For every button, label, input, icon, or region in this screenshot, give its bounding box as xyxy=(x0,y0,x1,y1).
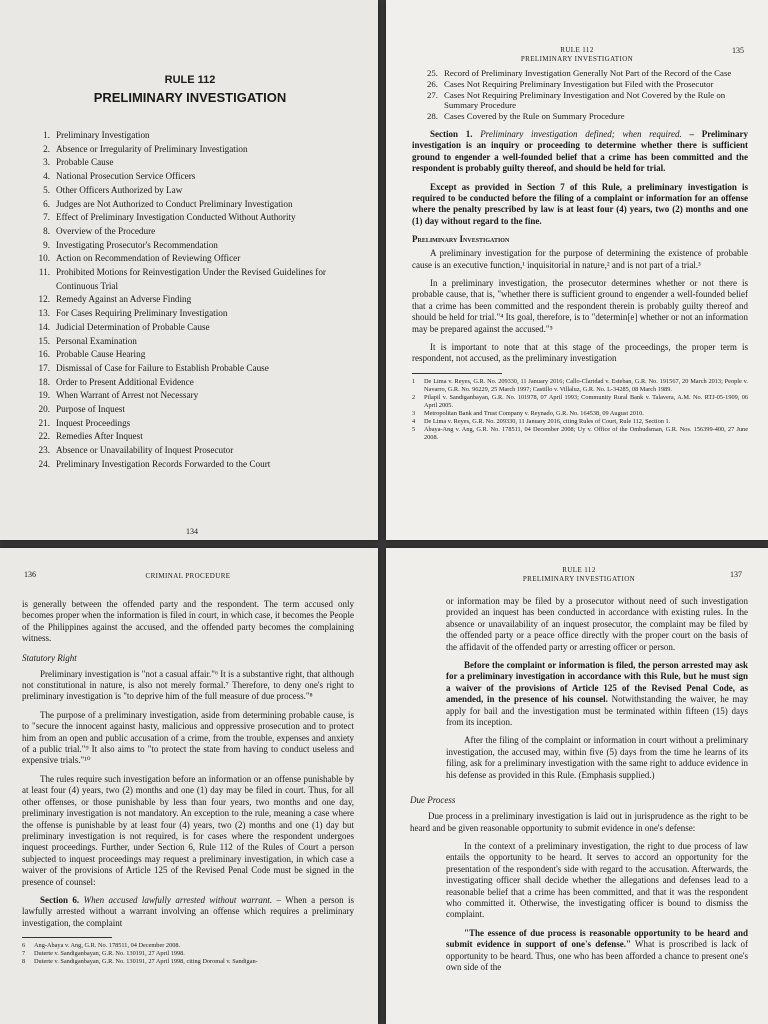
toc-item-number: 7. xyxy=(43,212,50,223)
toc-item-title: Record of Preliminary Investigation Generally Not Part of the Record of the Case xyxy=(444,68,732,78)
toc-item xyxy=(24,156,356,170)
toc-item-title: Judges are Not Authorized to Conduct Preliminary Investigation xyxy=(56,198,293,209)
toc-item-number: 11. xyxy=(38,267,50,278)
toc-item xyxy=(24,225,356,239)
plain-text: What is proscribed is lack of opportunity to be heard. Thus, one who has been afforded a chance to present one's own side of the xyxy=(446,939,748,972)
section-heading: Due Process xyxy=(410,795,456,806)
toc-item-number: 27. xyxy=(427,89,438,100)
footnote-text: Abaya-Ang v. Ang, G.R. No. 178511, 04 December 2008; Uy v. Office of the Ombudsman, G.R. Nos. 156399-400, 27 June 2008. xyxy=(424,425,748,441)
toc-item-number: 23. xyxy=(38,445,50,456)
toc-item-number: 3. xyxy=(43,157,50,168)
footnote-text: Metropolitan Bank and Trust Company v. Reynado, G.R. No. 164538, 09 August 2010. xyxy=(424,409,644,417)
plain-text: Notwithstanding the waiver, he may apply for bail and the investigation must be terminated within fifteen (15) days from its inception. xyxy=(446,694,749,728)
footnote-marker: 8 xyxy=(22,958,26,966)
toc-item xyxy=(24,376,356,390)
section-heading: Statutory Right xyxy=(22,652,77,663)
footnote-marker: 6 xyxy=(22,942,26,950)
toc-item xyxy=(412,68,748,79)
page-136 xyxy=(0,548,378,1024)
paragraph: is generally between the offended party and the respondent. The term accused only becomes proper when the information is filed in court, in which case, it becomes the People of the Philippines against the accused, and the offended party becomes the complaining witness. xyxy=(22,599,354,644)
toc-item-title: When Warrant of Arrest not Necessary xyxy=(56,390,199,401)
footnote xyxy=(412,378,748,394)
toc-item-title: Personal Examination xyxy=(56,335,137,346)
toc-item-title: Prohibited Motions for Reinvestigation Under the Revised Guidelines for Continuous Trial xyxy=(56,267,326,291)
page-number: 135 xyxy=(732,46,744,55)
footnote-text: De Lima v. Reyes, G.R. No. 209330, 11 January 2016; Callo-Claridad v. Esteban, G.R. No. 191567, 20 March 2013; People v. Navarro, G.R. No. 96229, 25 March 1997; Castillo v. Villaluz, G.R. No. L-34285, 08 March 1989. xyxy=(424,377,748,393)
toc-item xyxy=(412,111,748,122)
toc-item-title: Probable Cause Hearing xyxy=(56,349,146,360)
paragraph: In a preliminary investigation, the prosecutor determines whether or not there is probable cause, that is, "whether there is sufficient ground to engender a well-founded belief that a crime has been committed and the respondent therein is probably guilty thereof and should be held for trial."⁴ Its goal, therefore, is to "determin[e] whether or not an information may be prepared against the accused."⁵ xyxy=(412,278,748,334)
page-number: 134 xyxy=(186,527,198,536)
paragraph: The purpose of a preliminary investigation, aside from determining probable cause, is to "secure the innocent against hasty, malicious and oppressive prosecution and to protect him from an open and public accusation of a crime, from the trouble, expenses and anxiety of a public trial."⁹ It also aims to "to protect the state from having to conduct useless and expensive trials."¹⁰ xyxy=(22,709,354,766)
toc-item xyxy=(24,211,356,225)
toc-item-title: Cases Not Requiring Preliminary Investigation but Filed with the Prosecutor xyxy=(444,78,714,89)
footnote xyxy=(412,426,748,442)
section-text: – Preliminary investigation is an inquiry or proceeding to determine whether there is sufficient ground to engender a well-founded belief that a crime has been committed and the respondent is probably guilty thereof, and should be held for trial. xyxy=(412,128,749,174)
toc-item-number: 25. xyxy=(427,68,438,78)
quoted-paragraph xyxy=(446,660,748,728)
running-head-title: PRELIMINARY INVESTIGATION xyxy=(520,55,634,63)
toc-item xyxy=(24,307,356,321)
toc-item xyxy=(24,129,356,143)
toc-item xyxy=(412,79,748,90)
section-text: – When a person is lawfully arrested without a warrant involving an offense which requires a preliminary investigation, the complaint xyxy=(22,894,355,928)
paragraph: Due process in a preliminary investigation is laid out in jurisprudence as the right to be heard and be given reasonable opportunity to submit evidence in one's defense: xyxy=(410,811,748,833)
running-head-rule: RULE 112 xyxy=(562,566,596,574)
toc-item-title: Preliminary Investigation xyxy=(56,130,150,140)
toc-item-number: 20. xyxy=(38,404,50,415)
toc-item xyxy=(24,458,356,472)
toc-item-number: 10. xyxy=(38,253,50,264)
section-1-paragraph-2: Except as provided in Section 7 of this Rule, a preliminary investigation is required to be conducted before the filing of a complaint or information for an offense where the penalty prescribed by law is at least four (4) years, two (2) months and one (1) day without regard to the fine. xyxy=(412,181,748,226)
toc-item-title: Action on Recommendation of Reviewing Officer xyxy=(56,253,241,264)
rule-title: PRELIMINARY INVESTIGATION xyxy=(93,90,287,105)
toc-item-number: 12. xyxy=(38,294,50,305)
quoted-paragraph xyxy=(446,928,748,974)
toc-item-title: Order to Present Additional Evidence xyxy=(56,376,194,387)
footnote xyxy=(22,950,354,958)
footnote xyxy=(22,942,354,950)
section-caption: When accused lawfully arrested without warrant. xyxy=(83,894,273,905)
footnote-marker: 2 xyxy=(412,393,416,401)
toc-item xyxy=(24,430,356,444)
toc-item-number: 6. xyxy=(43,198,50,209)
paragraph: A preliminary investigation for the purpose of determining the existence of probable cause is an executive function,¹ inquisitorial in nature,² and is not part of a trial.³ xyxy=(412,248,748,270)
toc-item-title: Probable Cause xyxy=(56,157,114,168)
footnotes xyxy=(412,378,748,442)
toc-item xyxy=(24,417,356,431)
page-134 xyxy=(0,0,378,540)
section-1 xyxy=(412,129,748,175)
toc-item-number: 21. xyxy=(38,417,50,428)
section-6 xyxy=(22,895,354,929)
toc-item-number: 8. xyxy=(43,225,50,236)
toc-item-title: National Prosecution Service Officers xyxy=(56,171,196,182)
toc-item-number: 17. xyxy=(38,362,50,373)
toc-item-title: Absence or Unavailability of Inquest Prosecutor xyxy=(56,445,234,456)
running-head-title: PRELIMINARY INVESTIGATION xyxy=(522,575,636,583)
toc-item-number: 16. xyxy=(38,349,50,360)
paragraph: The rules require such investigation before an information or an offense punishable by at least four (4) years, two (2) months and one (1) day may be filed in court. Thus, for all other offenses, or those punishable by less than four years, two months and one day, preliminary investigation is not mandatory. An exception to the rule, meaning a case where the offense is punishable by at least four (4) years, two (2) months and one (1) day but preliminary investigation is not required, is for cases where the respondent undergoes inquest proceedings. Further, under Section 6, Rule 112 of the Rules of Court a person subjected to inquest proceedings may request a preliminary investigation, in which case a waiver of the provisions of Article 125 of the Revised Penal Code must be signed in the presence of counsel: xyxy=(22,773,354,887)
toc-item-number: 28. xyxy=(427,111,438,122)
bold-text: "The essence of due process is reasonable opportunity to be heard and submit evidence in support of one's defense." xyxy=(446,927,748,950)
footnote-text: Duterte v. Sandiganbayan, G.R. No. 130191, 27 April 1998, citing Doromal v. Sandigan- xyxy=(34,958,258,966)
toc-item xyxy=(24,239,356,253)
section-label: Section 6. xyxy=(40,894,80,905)
page-number: 136 xyxy=(24,570,36,579)
toc-item-title: Cases Not Requiring Preliminary Investigation and Not Covered by the Rule on Summary Procedure xyxy=(444,89,726,111)
toc-item-title: Absence or Irregularity of Preliminary Investigation xyxy=(56,143,248,154)
rule-number: RULE 112 xyxy=(164,74,216,86)
toc-item-number: 13. xyxy=(38,308,50,319)
toc-item-number: 14. xyxy=(38,321,50,332)
toc-item xyxy=(24,403,356,417)
toc-item-title: For Cases Requiring Preliminary Investigation xyxy=(56,308,228,319)
footnote xyxy=(412,410,748,418)
toc-item-number: 22. xyxy=(38,431,50,442)
footnote-rule xyxy=(22,937,112,938)
toc-item-title: Judicial Determination of Probable Cause xyxy=(56,321,210,332)
footnote xyxy=(412,394,748,410)
toc-item-number: 5. xyxy=(43,184,50,195)
toc-item-number: 24. xyxy=(38,458,50,469)
page-137 xyxy=(386,548,768,1024)
table-of-contents xyxy=(24,129,356,472)
footnote-marker: 1 xyxy=(412,377,416,385)
table-of-contents-continued xyxy=(412,68,748,122)
footnote-marker: 5 xyxy=(412,425,416,433)
running-head: CRIMINAL PROCEDURE xyxy=(145,572,231,580)
footnote-text: Duterte v. Sandiganbayan, G.R. No. 130191, 27 April 1998. xyxy=(34,950,185,958)
toc-item xyxy=(24,198,356,212)
page-number: 137 xyxy=(730,570,742,579)
quoted-paragraph: After the filing of the complaint or information in court without a preliminary investigation, the accused may, within five (5) days from the time he learns of its filing, ask for a preliminary investigation with the same right to adduce evidence in his defense as provided in this Rule. (Emphasis supplied.) xyxy=(446,735,748,780)
footnote-text: De Lima v. Reyes, G.R. No. 209330, 11 January 2016, citing Rules of Court, Rule 112, Section 1. xyxy=(424,417,671,425)
toc-item xyxy=(24,252,356,266)
paragraph: Preliminary investigation is "not a casual affair."⁶ It is a substantive right, that although not constitutional in nature, is also not merely formal.⁷ Therefore, to deny one's right to preliminary investigation is "to deprive him of the full measure of due process."⁸ xyxy=(22,668,355,702)
toc-item xyxy=(412,90,748,112)
toc-item-number: 19. xyxy=(38,390,50,401)
footnote xyxy=(22,958,354,966)
toc-item xyxy=(24,143,356,157)
quoted-paragraph: In the context of a preliminary investigation, the right to due process of law entails the opportunity to be heard. It serves to accord an opportunity for the presentation of the respondent's side with regard to the accusation. Afterwards, the investigating officer shall decide whether the allegations and defenses lead to a reasonable belief that a crime has been committed, and that it was the respondent who committed it. Otherwise, the investigating officer is bound to dismiss the complaint. xyxy=(446,840,748,920)
toc-item-number: 18. xyxy=(38,376,50,387)
toc-item xyxy=(24,184,356,198)
footnote-text: Ang-Abaya v. Ang, G.R. No. 178511, 04 December 2008. xyxy=(34,942,181,950)
footnote-marker: 4 xyxy=(412,417,416,425)
footnote-rule xyxy=(412,373,502,374)
toc-item-number: 2. xyxy=(43,143,50,154)
toc-item-title: Purpose of Inquest xyxy=(56,404,125,415)
toc-item-number: 9. xyxy=(43,239,50,250)
toc-item-number: 4. xyxy=(43,171,50,182)
toc-item xyxy=(24,389,356,403)
toc-item-title: Investigating Prosecutor's Recommendation xyxy=(56,239,218,250)
toc-item xyxy=(24,170,356,184)
page-135 xyxy=(386,0,768,540)
section-label: Section 1. xyxy=(430,128,473,139)
footnote xyxy=(412,418,748,426)
quoted-paragraph: or information may be filed by a prosecutor without need of such investigation provided an inquest has been conducted in accordance with existing rules. In the absence or unavailability of an inquest prosecutor, the complaint may be filed by the offended party or a peace office directly with the proper court on the basis of the affidavit of the offended party or arresting officer or person. xyxy=(446,596,748,652)
toc-item xyxy=(24,335,356,349)
toc-item-title: Cases Covered by the Rule on Summary Procedure xyxy=(444,111,625,122)
toc-item-title: Inquest Proceedings xyxy=(56,417,131,428)
toc-item xyxy=(24,293,356,307)
bold-text: Before the complaint or information is filed, the person arrested may ask for a preliminary investigation in accordance with this Rule, but he must sign a waiver of the provisions of Article 125 of the Revised Penal Code, as amended, in the presence of his counsel. xyxy=(446,660,748,705)
toc-item-number: 15. xyxy=(38,335,50,346)
footnote-text: Pilapil v. Sandiganbayan, G.R. No. 101978, 07 April 1993; Community Rural Bank v. Talavera, A.M. No. RTJ-05-1909, 06 April 2005. xyxy=(424,393,748,409)
footnote-marker: 3 xyxy=(412,409,416,417)
paragraph: It is important to note that at this stage of the proceedings, the proper term is respondent, not accused, as the preliminary investigation xyxy=(412,342,748,364)
toc-item xyxy=(24,321,356,335)
toc-item-title: Effect of Preliminary Investigation Conducted Without Authority xyxy=(56,212,296,223)
toc-item-title: Preliminary Investigation Records Forwarded to the Court xyxy=(56,458,271,469)
toc-item-title: Overview of the Procedure xyxy=(56,225,156,236)
section-caption: Preliminary investigation defined; when required. xyxy=(480,128,682,139)
toc-item-title: Remedy Against an Adverse Finding xyxy=(56,294,192,305)
toc-item xyxy=(24,348,356,362)
toc-item-title: Dismissal of Case for Failure to Establish Probable Cause xyxy=(56,362,269,373)
section-heading: Preliminary Investigation xyxy=(412,234,510,245)
toc-item-title: Remedies After Inquest xyxy=(56,431,143,442)
toc-item-title: Other Officers Authorized by Law xyxy=(56,184,183,195)
running-head-rule: RULE 112 xyxy=(560,46,594,54)
toc-item xyxy=(24,266,356,293)
toc-item-number: 26. xyxy=(427,78,438,89)
footnotes xyxy=(22,942,354,966)
toc-item xyxy=(24,444,356,458)
footnote-marker: 7 xyxy=(22,950,26,958)
toc-item xyxy=(24,362,356,376)
toc-item-number: 1. xyxy=(43,130,50,140)
